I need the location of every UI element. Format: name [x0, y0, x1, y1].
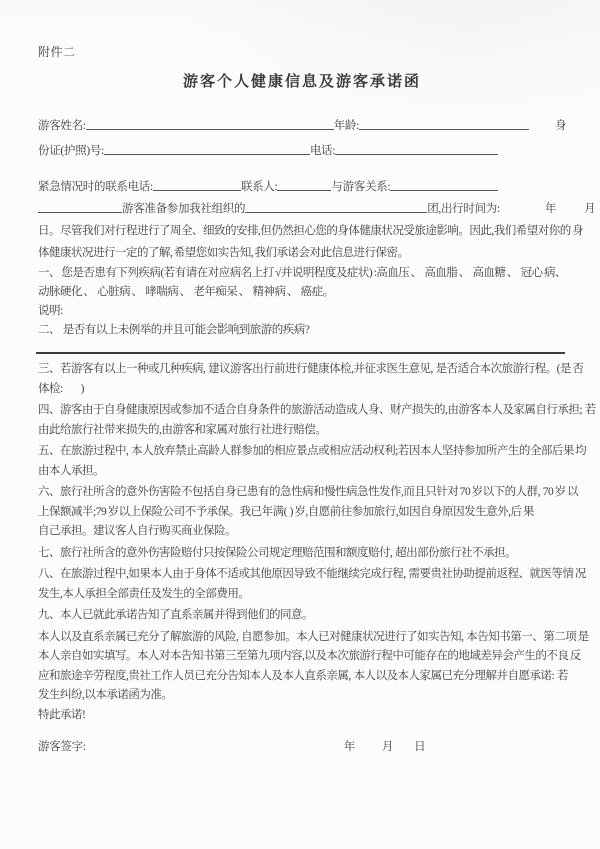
item-7 — [38, 544, 566, 564]
trip-join-suffix: 团,出行时间为: — [427, 203, 500, 215]
explanation-label: 说明: — [38, 305, 63, 317]
emergency-phone-blank-field — [153, 178, 241, 191]
text-line: 五、在旅游过程中, 本人放弃禁止高龄人群参加的相应景点或相应活动权利;若因本人坚持参加所产生的全部后果 均 — [38, 445, 587, 457]
text-line: 由本人承担。 — [38, 464, 104, 477]
text-line: 六、旅行社所含的意外伤害险不包括自身已患有的急性病和慢性病急性发作,而且只针对 70 岁以下的人群, 70 岁 以 — [38, 486, 578, 498]
text-line: 体检: ) — [38, 382, 84, 395]
form-row-name-age — [38, 114, 566, 139]
text-line: 日。尽管我们对行程进行了周全、细致的安排,但仍然担心您的身体健康状况受旅途影响。因此,我们希望对你的 身 — [38, 225, 584, 237]
intro-paragraph — [38, 220, 584, 264]
signature-month-label: 月 — [381, 741, 394, 753]
signature-row — [38, 737, 566, 757]
id-label: 份证(护照)号: — [38, 145, 104, 157]
health-question-section — [38, 264, 566, 340]
tourist-name-blank-field — [38, 200, 122, 213]
relation-blank-field — [390, 178, 498, 191]
spacer — [529, 128, 555, 129]
spacer — [355, 749, 382, 750]
text-line: 应和旅途辛劳程度,贵社工作人员已充分告知本人及本人直系亲属, 本人以及本人家属已充分理解并自愿承诺: 若 — [38, 669, 568, 682]
text-line: 一、 您是否患有下列疾病(若有请在对应病名上打 √并说明程度及症状) :高血压 、 高血脂 、 高血糖 、 冠心 病、 — [38, 267, 567, 279]
form-row-trip — [38, 198, 596, 220]
item-6 — [38, 483, 578, 542]
item-5 — [38, 442, 587, 481]
item-4 — [38, 401, 596, 440]
text-line: 本人以及直系亲属已充分了解旅游的风险, 自愿参加。本人已对健康状况进行了如实告知, 本告知书第一、第二项 是 — [38, 630, 589, 643]
trip-month-label: 月 — [584, 203, 596, 215]
signature-day-label: 日 — [414, 741, 426, 753]
trip-join-prefix: 游客准备参加我社组织的 — [122, 203, 246, 215]
phone-label: 电话: — [309, 145, 336, 157]
text-line: 发生,本人承担全部责任及发生的全部费用。 — [38, 587, 250, 600]
emergency-phone-label: 紧急情况时的联系电话: — [38, 181, 153, 193]
tour-group-blank-field — [245, 200, 427, 213]
pledge-line: 特此承诺! — [38, 708, 86, 721]
trip-year-label: 年 — [544, 203, 557, 215]
signature-label: 游客签字: — [38, 741, 86, 753]
name-label: 游客姓名: — [38, 120, 86, 132]
text-line: 上保额减半;79 岁以上保险公司不予承保。我已年满( ) 岁,自愿前往参加旅行,如因自身原因发生意外,后 果 — [38, 505, 534, 518]
age-label: 年龄: — [333, 120, 359, 132]
page-title: 游客个人健康信息及游客承诺函 — [182, 74, 421, 90]
name-blank-field — [86, 117, 334, 130]
divider-line — [36, 352, 565, 354]
spacer — [393, 749, 414, 750]
text-line: 三、若游客有以上一种或几种疾病, 建议游客出行前进行健康体检,并征求医生意见, 是否适合本次旅游行程。(是 否 — [38, 363, 584, 375]
text-line: 八、在旅游过程中,如果本人由于身体不适或其他原因导致不能继续完成行程, 需要贵社协助提前返程、就医等情 况 — [38, 568, 586, 580]
text-line: 发生纠纷,以本承诺函为准。 — [38, 689, 173, 701]
text-line: 体健康状况进行一定的了解, 希望您如实告知, 我们承诺会对此信息进行保密。 — [38, 247, 409, 259]
phone-blank-field — [335, 142, 498, 155]
age-blank-field — [359, 117, 529, 130]
item-3 — [38, 360, 584, 399]
attachment-label: 附件二 — [38, 45, 76, 59]
text-line: 七、旅行社所含的意外伤害险赔付只按保险公司规定理赔范围和额度赔付, 超出部份旅行社不承担。 — [38, 546, 517, 559]
text-line: 本人亲自如实填写。本人对本告知书第三至第九项内容,以及本次旅游行程中可能存在的地域差异会产生的不良 反 — [38, 650, 581, 662]
spacer — [500, 211, 545, 212]
text-line: 由此给旅行社带来损失的,由游客和家属对旅行社进行赔偿。 — [38, 423, 327, 436]
text-line: 四、游客由于自身健康原因或参加不适合自身条件的旅游活动造成人身、财产损失的,由游客本人及家属自行承担; 若 — [38, 404, 596, 416]
spacer — [86, 749, 344, 750]
text-line: 动脉硬化 、 心脏病 、 哮喘病 、 老年痴呆 、 精神病 、 癌症。 — [38, 286, 334, 298]
form-row-id-phone — [38, 139, 566, 164]
text-line: 二、 是否有以上未例举的并且可能会影响到旅游的疾病? — [38, 324, 310, 336]
text-line: 自己承担。建议客人自行购买商业保险。 — [38, 525, 236, 537]
signature-year-label: 年 — [343, 741, 355, 753]
spacer — [556, 211, 584, 212]
id-label-wrap-char: 身 — [555, 120, 567, 132]
contact-person-blank-field — [277, 178, 331, 191]
item-8 — [38, 565, 586, 604]
form-row-emergency — [38, 176, 566, 198]
id-blank-field — [104, 142, 310, 155]
item-9 — [38, 606, 566, 626]
text-line: 九、本人已就此承诺告知了直系亲属并得到他们的同意。 — [38, 609, 313, 621]
contact-person-label: 联系人: — [240, 181, 278, 193]
relation-label: 与游客关系: — [331, 181, 391, 193]
closing-declaration — [38, 628, 589, 726]
